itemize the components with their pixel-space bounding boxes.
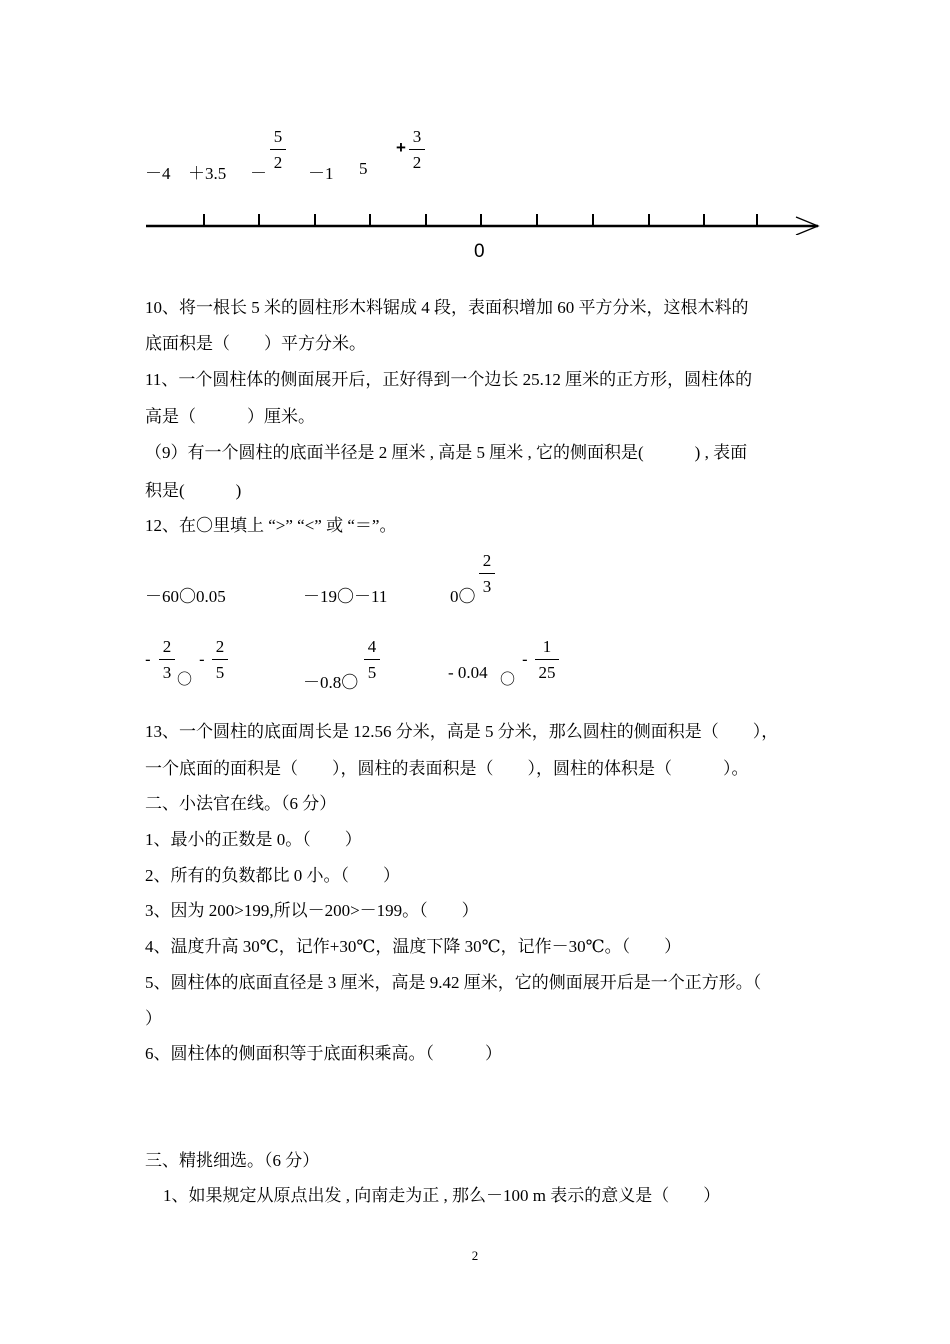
nl-label-neg-sign: － (250, 164, 267, 183)
q13-line1: 13、一个圆柱的底面周长是 12.56 分米，高是 5 分米，那么圆柱的侧面积是（ ）， (145, 722, 779, 741)
q12-title: 12、在〇里填上 “>” “<” 或 “＝”。 (145, 516, 397, 535)
q12-r2c-left: - 0.04 (448, 663, 488, 682)
nl-label-5: 5 (359, 159, 368, 178)
q9-line1: （9）有一个圆柱的底面半径是 2 厘米 , 高是 5 厘米 , 它的侧面积是( ) , 表面 (145, 443, 748, 462)
section2-item-5: 5、圆柱体的底面直径是 3 厘米，高是 9.42 厘米，它的侧面展开后是一个正方形。（ (145, 973, 762, 992)
q11-line2: 高是（ ）厘米。 (145, 407, 315, 426)
nl-label-pos3-5: ＋3.5 (188, 164, 227, 183)
section2-title: 二、小法官在线。（6 分） (145, 794, 337, 813)
q12-r2b-left: －0.8〇 (303, 673, 359, 692)
q13-line2: 一个底面的面积是（ ），圆柱的表面积是（ ），圆柱的体积是（ ）。 (145, 759, 749, 778)
q12-r2c-circle: 〇 (500, 672, 516, 688)
nl-label-plus-sign: + (396, 138, 406, 157)
q12-r2-sign2: - (199, 650, 205, 669)
q12-compare-3-left: 0〇 (450, 587, 476, 606)
q12-r2-fraction-2: 2 5 (212, 637, 228, 683)
q11-line1: 11、一个圆柱体的侧面展开后，正好得到一个边长 25.12 厘米的正方形，圆柱体的 (145, 370, 753, 389)
section2-item-5-cont: ） (145, 1009, 162, 1028)
section2-item-2: 2、所有的负数都比 0 小。（ ） (145, 866, 400, 885)
q12-compare-3-fraction: 2 3 (479, 551, 495, 597)
section2-item-1: 1、最小的正数是 0。（ ） (145, 830, 362, 849)
number-line-zero-label: 0 (474, 241, 485, 262)
number-line (140, 205, 830, 235)
q12-r2-fraction-1: 2 3 (159, 637, 175, 683)
q9-line2: 积是( ) (145, 481, 242, 500)
section3-title: 三、精挑细选。（6 分） (145, 1151, 320, 1170)
nl-label-neg1: －1 (308, 164, 334, 183)
page-number: 2 (471, 1248, 479, 1263)
nl-label-neg4: －4 (145, 164, 171, 183)
section2-item-4: 4、温度升高 30℃，记作+30℃，温度下降 30℃，记作－30℃。（ ） (145, 937, 682, 956)
section2-item-3: 3、因为 200>199,所以－200>－199。（ ） (145, 901, 479, 920)
q10-line2: 底面积是（ ）平方分米。 (145, 334, 366, 353)
q12-r2c-sign: - (522, 650, 528, 669)
q12-r2c-fraction: 1 25 (535, 637, 559, 683)
q12-r2-sign1: - (145, 650, 151, 669)
q10-line1: 10、将一根长 5 米的圆柱形木料锯成 4 段，表面积增加 60 平方分米，这根木料的 (145, 298, 749, 317)
nl-label-fraction-5-2: 5 2 (270, 127, 286, 173)
q12-compare-2: －19〇－11 (303, 587, 388, 606)
q12-r2b-fraction: 4 5 (364, 637, 380, 683)
section3-item-1: 1、如果规定从原点出发 , 向南走为正 , 那么－100 m 表示的意义是（ ） (163, 1186, 721, 1205)
q12-compare-1: －60〇0.05 (145, 587, 226, 606)
section2-item-6: 6、圆柱体的侧面积等于底面积乘高。（ ） (145, 1044, 502, 1063)
q12-r2-circle: 〇 (177, 672, 193, 688)
nl-label-fraction-3-2: 3 2 (409, 127, 425, 173)
